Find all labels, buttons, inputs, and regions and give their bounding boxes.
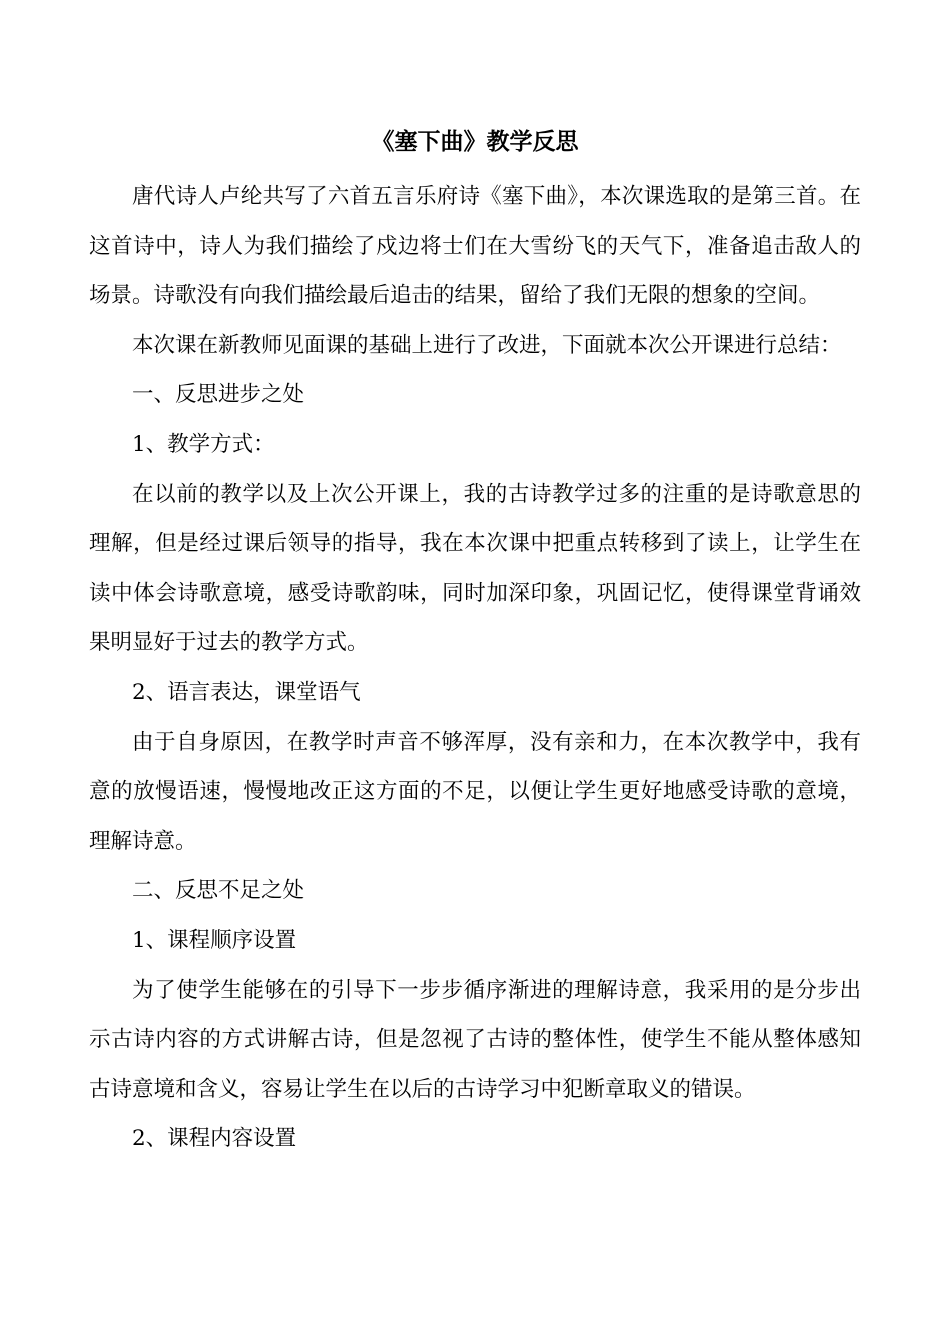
paragraph-intro: 唐代诗人卢纶共写了六首五言乐府诗《塞下曲》，本次课选取的是第三首。在这首诗中，诗人为我们描绘了戍边将士们在大雪纷飞的天气下，准备追击敌人的场景。诗歌没有向我们描绘最后追击的结果，留给了我们无限的想象的空间。 [89, 184, 861, 309]
document-title: 《塞下曲》教学反思 [371, 128, 579, 155]
paragraph-course-order: 为了使学生能够在的引导下一步步循序渐进的理解诗意，我采用的是分步出示古诗内容的方式讲解古诗，但是忽视了古诗的整体性，使学生不能从整体感知古诗意境和含义，容易让学生在以后的古诗学习中犯断章取义的错误。 [89, 977, 861, 1102]
subheading-language-expression: 2、语言表达，课堂语气 [132, 679, 361, 705]
paragraph-summary-lead: 本次课在新教师见面课的基础上进行了改进，下面就本次公开课进行总结： [132, 332, 842, 358]
section-heading-progress: 一、反思进步之处 [132, 382, 305, 408]
section-heading-shortcomings: 二、反思不足之处 [132, 878, 305, 904]
paragraph-language-expression: 由于自身原因，在教学时声音不够浑厚，没有亲和力，在本次教学中，我有意的放慢语速，慢慢地改正这方面的不足，以便让学生更好地感受诗歌的意境，理解诗意。 [89, 729, 861, 854]
subheading-course-content: 2、课程内容设置 [132, 1126, 297, 1152]
subheading-teaching-method: 1、教学方式： [132, 431, 275, 457]
document-body [89, 172, 861, 1164]
paragraph-teaching-method: 在以前的教学以及上次公开课上，我的古诗教学过多的注重的是诗歌意思的理解，但是经过课后领导的指导，我在本次课中把重点转移到了读上，让学生在读中体会诗歌意境，感受诗歌韵味，同时加深印象，巩固记忆，使得课堂背诵效果明显好于过去的教学方式。 [89, 481, 861, 656]
subheading-course-order: 1、课程顺序设置 [132, 927, 297, 953]
